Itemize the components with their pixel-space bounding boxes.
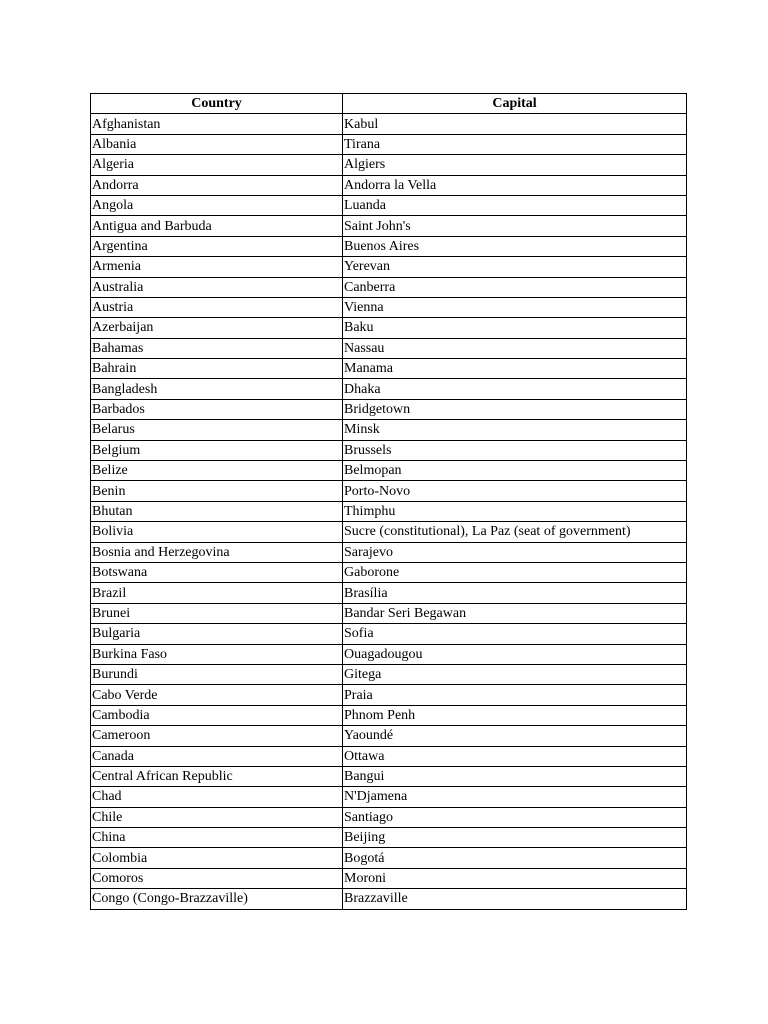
capital-cell: Ottawa <box>343 746 687 766</box>
table-row <box>91 195 687 215</box>
capital-cell: Beijing <box>343 828 687 848</box>
capital-cell: Bandar Seri Begawan <box>343 603 687 623</box>
country-cell: Algeria <box>91 155 343 175</box>
country-cell: Chad <box>91 787 343 807</box>
country-cell: Belgium <box>91 440 343 460</box>
table-row <box>91 257 687 277</box>
country-cell: Australia <box>91 277 343 297</box>
table-row <box>91 359 687 379</box>
table-row <box>91 501 687 521</box>
capital-cell: Luanda <box>343 195 687 215</box>
country-cell: China <box>91 828 343 848</box>
capital-cell: Santiago <box>343 807 687 827</box>
country-cell: Andorra <box>91 175 343 195</box>
country-cell: Barbados <box>91 399 343 419</box>
table-row <box>91 155 687 175</box>
capital-cell: Bogotá <box>343 848 687 868</box>
country-cell: Comoros <box>91 868 343 888</box>
country-cell: Burkina Faso <box>91 644 343 664</box>
table-row <box>91 583 687 603</box>
country-cell: Argentina <box>91 236 343 256</box>
capital-cell: Baku <box>343 318 687 338</box>
table-row <box>91 318 687 338</box>
capital-cell: Moroni <box>343 868 687 888</box>
table-row <box>91 807 687 827</box>
capital-cell: Tirana <box>343 134 687 154</box>
table-row <box>91 787 687 807</box>
country-cell: Bahrain <box>91 359 343 379</box>
country-cell: Albania <box>91 134 343 154</box>
capital-cell: Ouagadougou <box>343 644 687 664</box>
capital-cell: Vienna <box>343 297 687 317</box>
country-cell: Central African Republic <box>91 766 343 786</box>
table-header-row <box>91 94 687 114</box>
table-row <box>91 277 687 297</box>
capital-cell: Sarajevo <box>343 542 687 562</box>
capital-cell: Brussels <box>343 440 687 460</box>
table-row <box>91 624 687 644</box>
capital-cell: Andorra la Vella <box>343 175 687 195</box>
table-row <box>91 726 687 746</box>
capital-cell: Bridgetown <box>343 399 687 419</box>
capital-cell: N'Djamena <box>343 787 687 807</box>
country-cell: Canada <box>91 746 343 766</box>
table-row <box>91 685 687 705</box>
country-cell: Angola <box>91 195 343 215</box>
table-row <box>91 766 687 786</box>
table-row <box>91 461 687 481</box>
country-cell: Bahamas <box>91 338 343 358</box>
capital-cell: Praia <box>343 685 687 705</box>
country-cell: Colombia <box>91 848 343 868</box>
capital-cell: Yerevan <box>343 257 687 277</box>
capital-cell: Brazzaville <box>343 889 687 909</box>
capital-cell: Sucre (constitutional), La Paz (seat of government) <box>343 522 687 542</box>
capital-cell: Nassau <box>343 338 687 358</box>
country-cell: Congo (Congo-Brazzaville) <box>91 889 343 909</box>
country-cell: Bosnia and Herzegovina <box>91 542 343 562</box>
capital-cell: Sofia <box>343 624 687 644</box>
table-row <box>91 420 687 440</box>
table-row <box>91 297 687 317</box>
country-cell: Bangladesh <box>91 379 343 399</box>
country-cell: Austria <box>91 297 343 317</box>
country-cell: Belarus <box>91 420 343 440</box>
country-cell: Azerbaijan <box>91 318 343 338</box>
capital-cell: Minsk <box>343 420 687 440</box>
capital-cell: Brasília <box>343 583 687 603</box>
country-cell: Antigua and Barbuda <box>91 216 343 236</box>
table-row <box>91 562 687 582</box>
capital-cell: Thimphu <box>343 501 687 521</box>
country-cell: Cabo Verde <box>91 685 343 705</box>
header-capital: Capital <box>343 94 687 114</box>
table-row <box>91 848 687 868</box>
table-row <box>91 399 687 419</box>
country-cell: Belize <box>91 461 343 481</box>
capital-cell: Porto-Novo <box>343 481 687 501</box>
table-row <box>91 440 687 460</box>
country-cell: Bolivia <box>91 522 343 542</box>
capital-cell: Bangui <box>343 766 687 786</box>
capital-cell: Belmopan <box>343 461 687 481</box>
table-row <box>91 175 687 195</box>
capital-cell: Phnom Penh <box>343 705 687 725</box>
table-row <box>91 664 687 684</box>
country-cell: Brunei <box>91 603 343 623</box>
table-row <box>91 746 687 766</box>
country-cell: Chile <box>91 807 343 827</box>
table-row <box>91 705 687 725</box>
table-row <box>91 481 687 501</box>
header-country: Country <box>91 94 343 114</box>
capital-cell: Canberra <box>343 277 687 297</box>
capital-cell: Yaoundé <box>343 726 687 746</box>
countries-capitals-table <box>90 93 687 910</box>
country-cell: Bhutan <box>91 501 343 521</box>
table-row <box>91 114 687 134</box>
capital-cell: Dhaka <box>343 379 687 399</box>
table-row <box>91 522 687 542</box>
country-cell: Burundi <box>91 664 343 684</box>
capital-cell: Kabul <box>343 114 687 134</box>
country-cell: Cambodia <box>91 705 343 725</box>
capital-cell: Manama <box>343 359 687 379</box>
table-body <box>91 114 687 909</box>
capital-cell: Gitega <box>343 664 687 684</box>
table-row <box>91 379 687 399</box>
capital-cell: Algiers <box>343 155 687 175</box>
table-row <box>91 216 687 236</box>
table-row <box>91 542 687 562</box>
table-row <box>91 828 687 848</box>
capital-cell: Saint John's <box>343 216 687 236</box>
country-cell: Benin <box>91 481 343 501</box>
capital-cell: Gaborone <box>343 562 687 582</box>
table-row <box>91 603 687 623</box>
table-row <box>91 338 687 358</box>
table-row <box>91 134 687 154</box>
country-cell: Cameroon <box>91 726 343 746</box>
country-cell: Brazil <box>91 583 343 603</box>
table-row <box>91 236 687 256</box>
table-row <box>91 644 687 664</box>
country-cell: Armenia <box>91 257 343 277</box>
table-row <box>91 889 687 909</box>
country-cell: Afghanistan <box>91 114 343 134</box>
table-row <box>91 868 687 888</box>
country-cell: Bulgaria <box>91 624 343 644</box>
country-cell: Botswana <box>91 562 343 582</box>
capital-cell: Buenos Aires <box>343 236 687 256</box>
